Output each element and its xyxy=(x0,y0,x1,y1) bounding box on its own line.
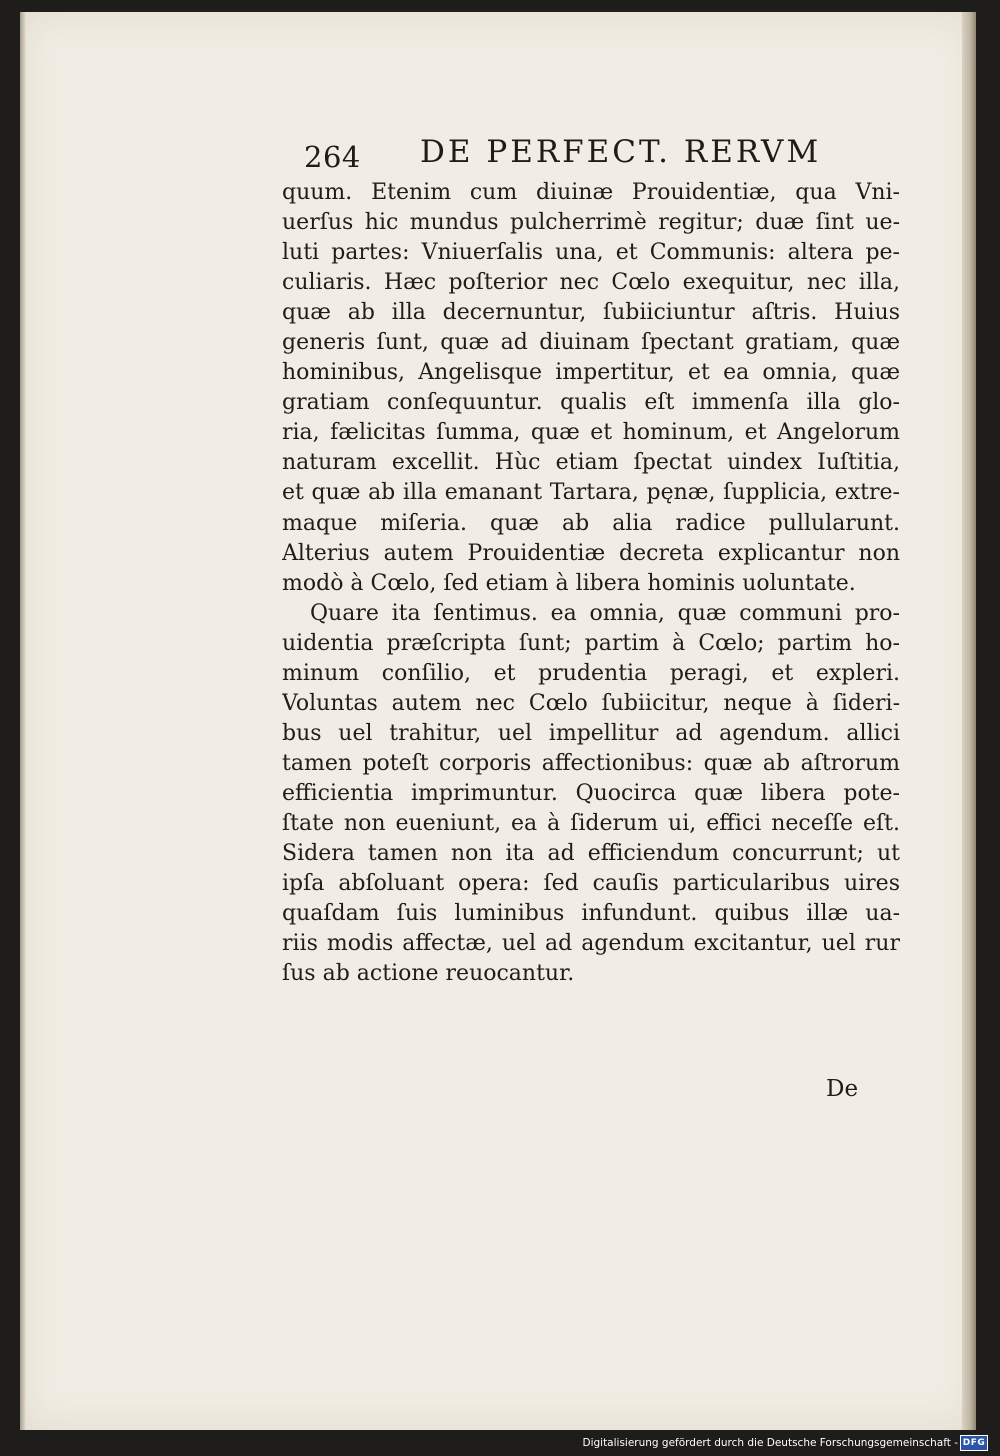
page-number: 264 xyxy=(304,140,361,174)
text-line: ria, fælicitas ſumma, quæ et hominum, et Angelorum xyxy=(282,420,900,446)
text-line: culiaris. Hæc poſterior nec Cœlo exequitur, nec illa, xyxy=(282,270,900,296)
text-line: uidentia præſcripta ſunt; partim à Cœlo; partim ho- xyxy=(282,630,900,656)
body-text xyxy=(282,178,900,989)
text-line: Sidera tamen non ita ad efficiendum concurrunt; ut xyxy=(282,841,900,867)
text-line: naturam excellit. Hùc etiam ſpectat uindex Iuſtitia, xyxy=(282,450,900,476)
text-line: modò à Cœlo, ſed etiam à libera hominis uoluntate. xyxy=(282,570,856,596)
text-line: Voluntas autem nec Cœlo ſubiicitur, neque à ſideri- xyxy=(282,690,900,716)
catchword: De xyxy=(826,1076,859,1102)
running-head: DE PERFECT. RERVM xyxy=(420,134,822,170)
footer-bar xyxy=(0,1430,1000,1456)
text-line: gratiam conſequuntur. qualis eſt immenſa illa glo- xyxy=(282,390,900,416)
text-line: Alterius autem Prouidentiæ decreta explicantur non xyxy=(282,540,900,566)
text-line: generis ſunt, quæ ad diuinam ſpectant gratiam, quæ xyxy=(282,330,900,356)
text-line: efficientia imprimuntur. Quocirca quæ libera pote- xyxy=(282,780,900,806)
text-line: ſus ab actione reuocantur. xyxy=(282,961,575,987)
text-line: Quare ita ſentimus. ea omnia, quæ communi pro- xyxy=(310,600,900,626)
text-line: tamen poteſt corporis affectionibus: quæ ab aſtrorum xyxy=(282,750,900,776)
page-header xyxy=(304,134,824,180)
text-line: quum. Etenim cum diuinæ Prouidentiæ, qua Vni- xyxy=(282,180,900,205)
page-fore-edge xyxy=(962,12,976,1430)
text-line: luti partes: Vniuerſalis una, et Communis: altera pe- xyxy=(282,240,900,266)
text-line: riis modis affectæ, uel ad agendum excitantur, uel rur xyxy=(282,931,900,957)
dfg-logo-icon: DFG xyxy=(960,1435,988,1451)
text-line: quæ ab illa decernuntur, ſubiiciuntur aſtris. Huius xyxy=(282,300,900,326)
text-line: ſtate non eueniunt, ea à ſiderum ui, effici neceſſe eſt. xyxy=(282,810,900,836)
text-line: hominibus, Angelisque impertitur, et ea omnia, quæ xyxy=(282,360,900,386)
text-line: maque miſeria. quæ ab alia radice pullularunt. xyxy=(282,510,900,536)
text-line: bus uel trahitur, uel impellitur ad agendum. allici xyxy=(282,720,900,746)
text-line: minum conſilio, et prudentia peragi, et expleri. xyxy=(282,660,900,686)
text-line: et quæ ab illa emanant Tartara, pęnæ, ſupplicia, extre- xyxy=(282,480,900,506)
funding-credit: Digitalisierung gefördert durch die Deutsche Forschungsgemeinschaft - xyxy=(582,1437,958,1449)
text-line: ipſa abſoluant opera: ſed cauſis particularibus uires xyxy=(282,871,900,897)
text-line: uerſus hic mundus pulcherrimè regitur; duæ ſint ue- xyxy=(282,210,900,236)
page-gutter xyxy=(20,12,26,1430)
text-line: quaſdam ſuis luminibus infundunt. quibus illæ ua- xyxy=(282,901,900,927)
